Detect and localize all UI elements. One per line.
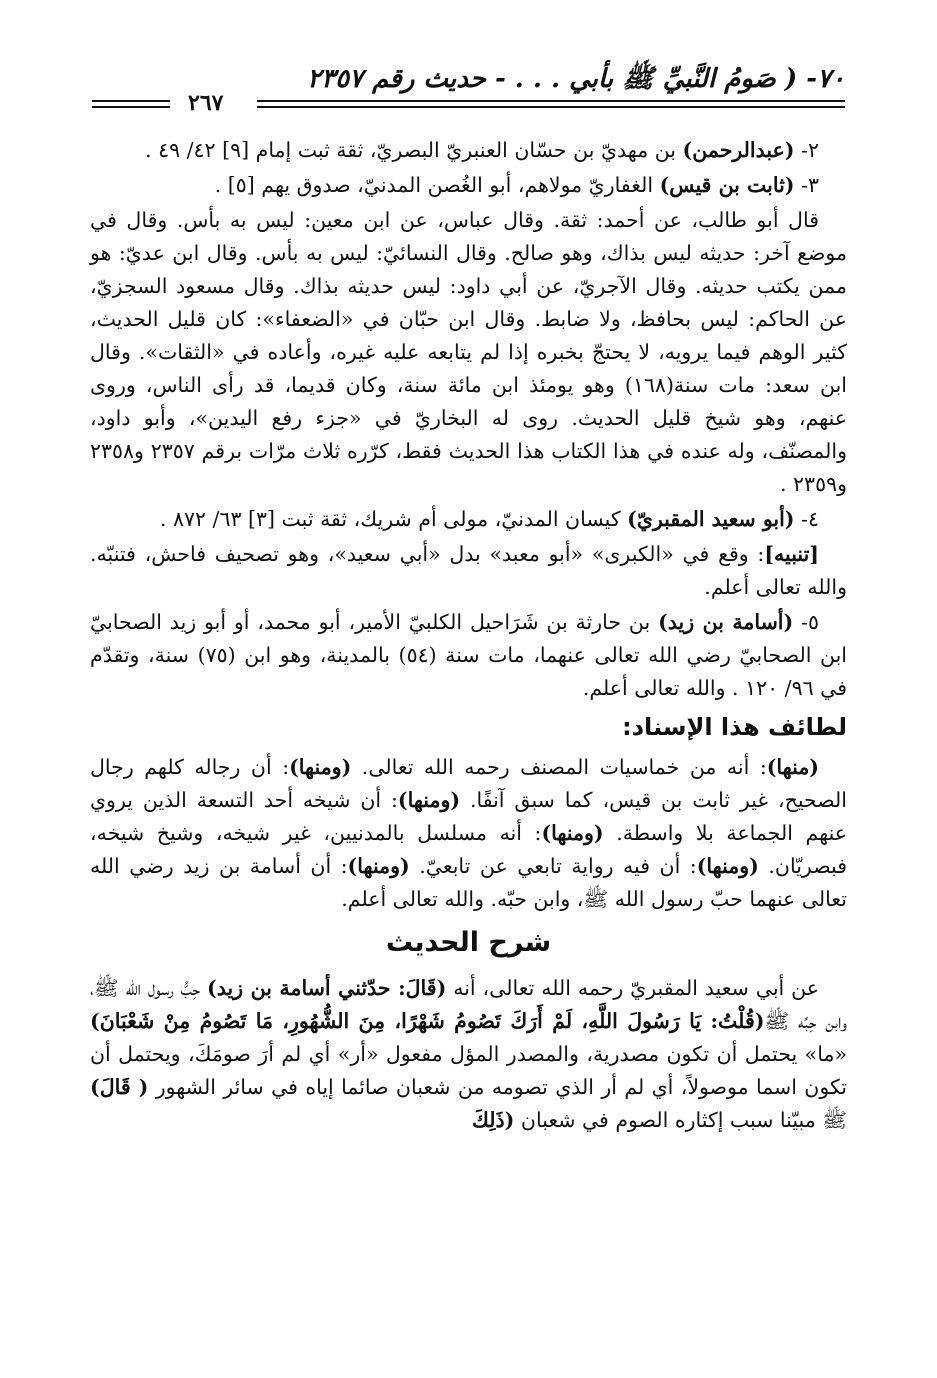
- hadith-text: (ذَلِكَ: [472, 1108, 515, 1132]
- narrator-text: بن مهديّ بن حسّان العنبريّ البصريّ، ثقة ثبت إمام [٩] ٤٢/ ٤٩ .: [145, 138, 677, 162]
- paragraph-text: «ما» يحتمل أن تكون مصدرية، والمصدر المؤل مفعول «أر» أي لم أرَ صومَكَ، ويحتمل أن تكون اسما موصولاً، أي لم أر الذي تصومه من شعبان صائما إياه في سائر الشهور: [90, 1042, 847, 1099]
- narrator-name: (عبدالرحمن): [682, 138, 795, 162]
- bold-marker: (ومنها): [289, 755, 352, 779]
- bold-marker: (ومنها): [541, 821, 604, 845]
- paragraph-text: ﷺ مبيّنا سبب إكثاره الصوم في شعبان: [520, 1108, 847, 1132]
- note-label: [تنبيه]: [764, 542, 819, 566]
- narrator-text: بن حارثة بن شَرَاحيل الكلبيّ الأمير، أبو محمد، أو أبو زيد الصحابيّ ابن الصحابيّ رضي الله تعالى عنهما، مات سنة (٥٤) بالمدينة، وهو ابن (٧٥) سنة، وتقدّم في ٩٦/ ١٢٠ . والله تعالى أعلم.: [90, 610, 848, 700]
- paragraph-text: : أن رجاله كلهم رجال الصحيح، غير ثابت بن قيس، كما سبق آنفًا.: [90, 755, 847, 812]
- narrator-text: الغفاريّ مولاهم، أبو الغُصن المدنيّ، صدوق يهم [٥] .: [214, 173, 654, 197]
- entry-number: ٥-: [801, 610, 819, 634]
- hadith-text: (قَالَ: حدّثني أسامة بن زيد): [207, 976, 447, 1000]
- narrator-name: (أسامة بن زيد): [658, 610, 794, 634]
- narrator-name: (أبو سعيد المقبريّ): [627, 507, 795, 531]
- page-body: [90, 134, 847, 1139]
- narrator-entry: [90, 606, 847, 705]
- entry-number: ٣-: [801, 173, 819, 197]
- bold-marker: (ومنها): [347, 854, 410, 878]
- header-rule: [257, 100, 845, 108]
- paragraph-text: : أن شيخه أحد التسعة الذين يروي عنهم الجماعة بلا واسطة.: [90, 788, 847, 845]
- narrator-name: (ثابت بن قيس): [659, 173, 795, 197]
- entry-number: ٤-: [801, 507, 819, 531]
- entry-number: ٢-: [801, 138, 819, 162]
- narrator-entry: [90, 169, 847, 202]
- narrator-entry: [90, 503, 847, 536]
- section-heading: لطائف هذا الإسناد:: [622, 713, 847, 741]
- header-rule-left: [92, 100, 170, 108]
- page-number: ٢٦٧: [180, 90, 231, 116]
- hadith-text: (قُلْتُ: يَا رَسُولَ اللَّهِ، لَمْ أَرَكَ تَصُومُ شَهْرًا، مِنَ الشُّهُورِ، مَا تَصُومُ مِنْ شَعْبَانَ): [90, 1009, 765, 1033]
- note-text: : وقع في «الكبرى» «أبو معبد» بدل «أبي سعيد»، وهو تصحيف فاحش، فتنبّه. والله تعالى أعلم.: [90, 542, 847, 599]
- narrator-text: كيسان المدنيّ، مولى أم شريك، ثقة ثبت [٣] ٦٣/ ٨٧٢ .: [159, 507, 621, 531]
- explanation-paragraph: [90, 972, 847, 1137]
- running-title: ٧٠- ( صَومُ النَّبيِّ ﷺ بأبي . . . - حديث رقم ٢٣٥٧: [307, 64, 845, 94]
- narrator-detail: قال أبو طالب، عن أحمد: ثقة. وقال عباس، عن ابن معين: ليس به بأس. وقال في موضع آخر: حديثه ليس بذاك، وهو صالح. وقال النسائيّ: ليس به بأس. وقال ابن عديّ: هو ممن يكتب حديثه. وقال الآجريّ، عن أبي داود: ليس حديثه بذاك. وقال مسعود السجزيّ، عن الحاكم: ليس بحافظ، ولا ضابط. وقال ابن حبّان في «الضعفاء»: كان قليل الحديث، كثير الوهم فيما يرويه، لا يحتجّ بخبره إذا لم يتابعه عليه غيره، وأعاده في «الثقات». وقال ابن سعد: مات سنة(١٦٨) وهو يومئذ ابن مائة سنة، وكان قديما، قد رأى الناس، وروى عنهم، وهو شيخ قليل الحديث. روى له البخاريّ في «جزء رفع اليدين»، وأبو داود، والمصنّف، وله عنده في هذا الكتاب هذا الحديث فقط، كرّره ثلاث مرّات برقم ٢٣٥٧ و٢٣٥٨ و٢٣٥٩ .: [90, 208, 847, 496]
- paragraph-text: : أن أسامة بن زيد رضي الله تعالى عنهما حبّ رسول الله ﷺ، وابن حبّه. والله تعالى أعلم.: [90, 854, 847, 911]
- bold-marker: (منها): [766, 755, 819, 779]
- note-paragraph: [90, 538, 847, 604]
- paragraph-text: : أنه من خماسيات المصنف رحمه الله تعالى.: [361, 755, 767, 779]
- narrator-entry: [90, 134, 847, 167]
- page-header: [92, 62, 845, 118]
- hadith-text: ( قَالَ): [90, 1075, 149, 1099]
- paragraph-text: : أنه مسلسل بالمدنيين، غير شيخه، وشيخ شيخه، فبصريّان.: [90, 821, 847, 878]
- paragraph-text: : أن فيه رواية تابعي عن تابعيّ.: [419, 854, 697, 878]
- bold-marker: (ومنها): [397, 788, 461, 812]
- paragraph-text: عن أبي سعيد المقبريّ رحمه الله تعالى، أنه: [453, 976, 819, 1000]
- bold-marker: (ومنها): [696, 854, 759, 878]
- section-heading-centered: شرح الحديث: [385, 927, 552, 958]
- subtleties-paragraph: [90, 751, 847, 916]
- paragraph-text: حِبُّ رسول الله ﷺ، وابن حِبِّه ﷺ: [90, 976, 847, 1033]
